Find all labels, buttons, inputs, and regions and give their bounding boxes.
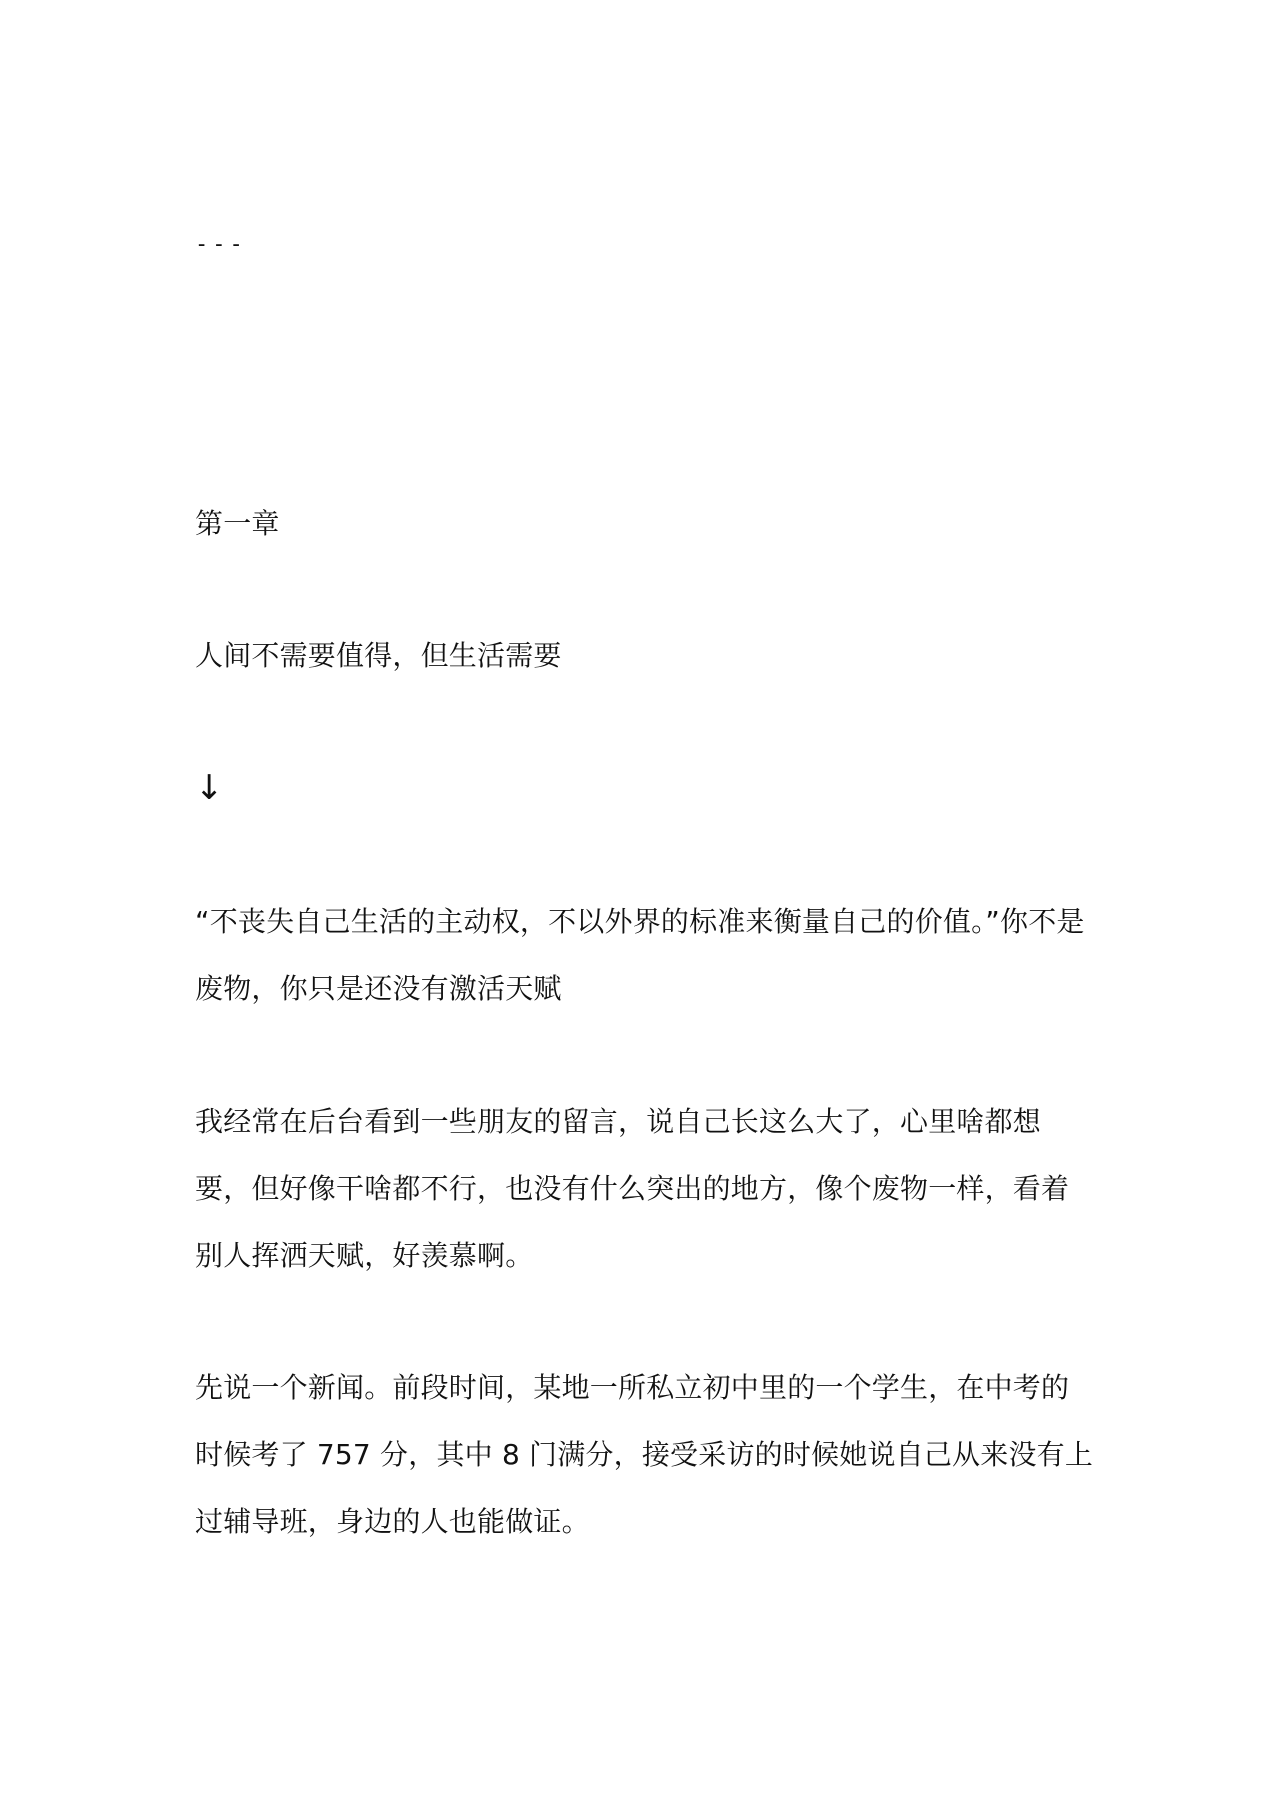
section-separator: --- xyxy=(195,232,247,257)
paragraph-news: 先说一个新闻。前段时间，某地一所私立初中里的一个学生，在中考的时候考了 757 分，其中 8 门满分，接受采访的时候她说自己从来没有上过辅导班，身边的人也能做证。 xyxy=(195,1371,1094,1538)
chapter-title: 第一章 xyxy=(195,507,280,540)
paragraph-quote: “不丧失自己生活的主动权，不以外界的标准来衡量自己的价值。”你不是废物，你只是还没有激活天赋 xyxy=(195,905,1085,1005)
down-arrow-icon: ↓ xyxy=(195,768,224,808)
paragraph-messages: 我经常在后台看到一些朋友的留言，说自己长这么大了，心里啥都想要，但好像干啥都不行，也没有什么突出的地方，像个废物一样，看着别人挥洒天赋，好羡慕啊。 xyxy=(195,1105,1070,1272)
chapter-subtitle: 人间不需要值得，但生活需要 xyxy=(195,639,562,672)
